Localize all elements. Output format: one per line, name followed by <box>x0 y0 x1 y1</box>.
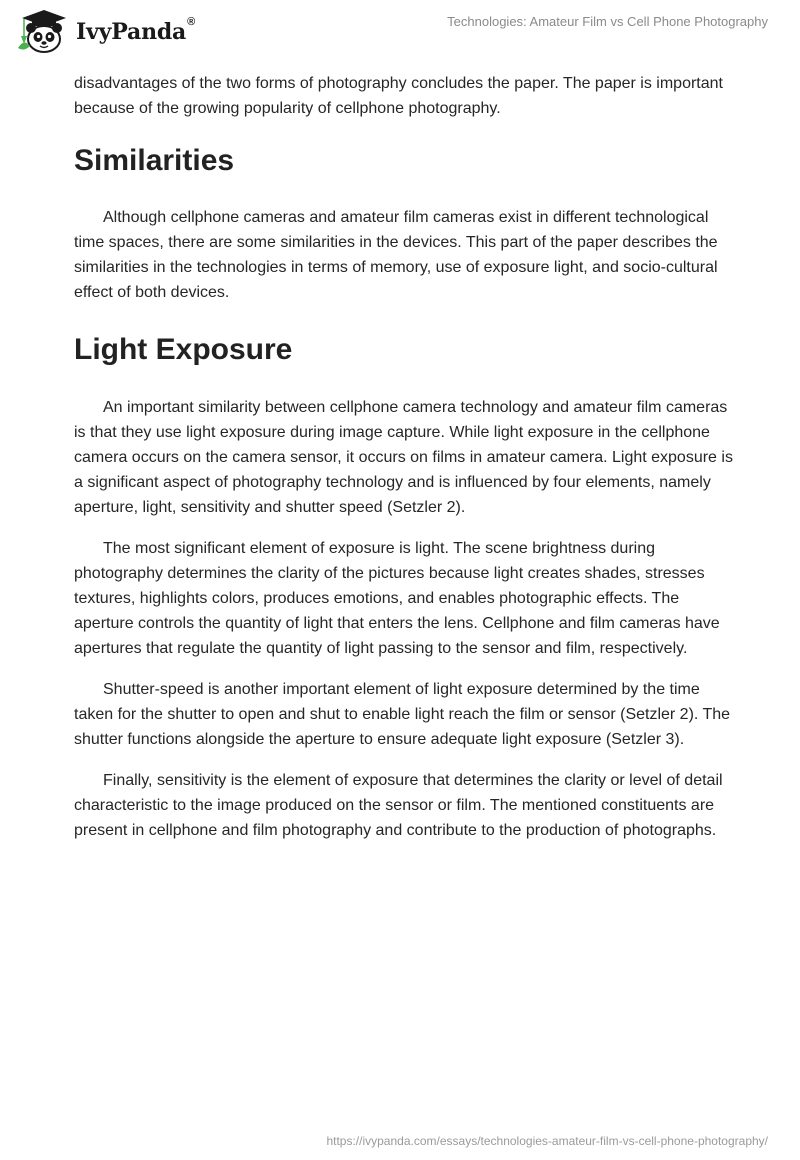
heading-similarities: Similarities <box>74 144 235 177</box>
registered-mark: ® <box>187 16 196 28</box>
intro-paragraph-fragment: disadvantages of the two forms of photography concludes the paper. The paper is important because of the growing popularity of cellphone photography. <box>74 75 723 117</box>
essay-body <box>74 71 734 843</box>
light-exposure-paragraph-2: The most significant element of exposure is light. The scene brightness during photography determines the clarity of the pictures because light creates shades, stresses textures, highlights colors, produces emotions, and enables photographic effects. The aperture controls the quantity of light that enters the lens. Cellphone and film cameras have apertures that regulate the quantity of light passing to the sensor and film, respectively. <box>74 540 720 657</box>
source-url-link[interactable]: https://ivypanda.com/essays/technologies-amateur-film-vs-cell-phone-photography/ <box>326 1134 768 1148</box>
panda-graduate-icon <box>14 8 70 54</box>
light-exposure-paragraph-4: Finally, sensitivity is the element of exposure that determines the clarity or level of detail characteristic to the image produced on the sensor or film. The mentioned constituents are present in cellphone and film photography and contribute to the production of photographs. <box>74 772 723 839</box>
heading-light-exposure: Light Exposure <box>74 333 293 366</box>
site-logo[interactable] <box>14 8 195 54</box>
light-exposure-paragraph-3: Shutter-speed is another important element of light exposure determined by the time taken for the shutter to open and shut to enable light reach the film or sensor (Setzler 2). The shutter functions alongside the aperture to ensure adequate light exposure (Setzler 3). <box>74 681 731 748</box>
light-exposure-paragraph-1: An important similarity between cellphone camera technology and amateur film cameras is that they use light exposure during image capture. While light exposure in the cellphone camera occurs on the camera sensor, it occurs on films in amateur camera. Light exposure is a significant aspect of photography technology and is influenced by four elements, namely aperture, light, sensitivity and shutter speed (Setzler 2). <box>74 399 733 516</box>
document-running-title: Technologies: Amateur Film vs Cell Phone Photography <box>447 14 768 29</box>
page-header <box>0 0 800 64</box>
similarities-paragraph: Although cellphone cameras and amateur film cameras exist in different technological time spaces, there are some similarities in the devices. This part of the paper describes the similarities in the technologies in terms of memory, use of exposure light, and socio-cultural effect of both devices. <box>74 209 718 301</box>
logo-wordmark: IvyPanda <box>76 19 187 45</box>
